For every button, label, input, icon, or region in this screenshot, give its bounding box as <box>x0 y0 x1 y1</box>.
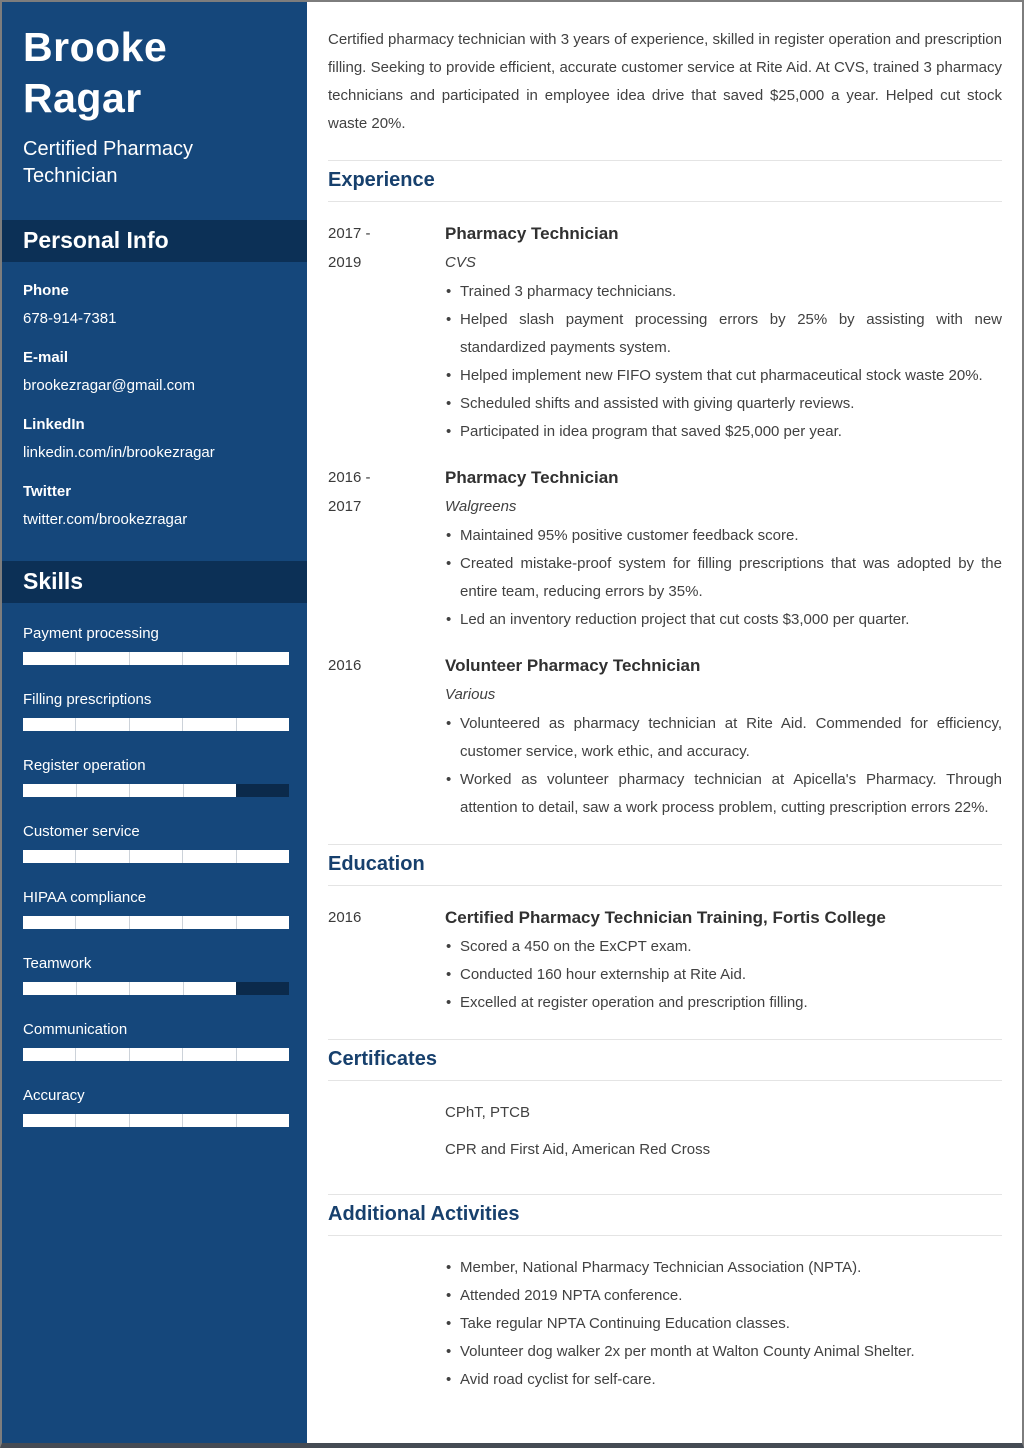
personal-info-heading: Personal Info <box>2 220 307 262</box>
skill-bar <box>23 1114 289 1127</box>
job-bullet: • Trained 3 pharmacy technicians. <box>445 278 1002 306</box>
contact-item-twitter <box>23 481 286 531</box>
skill-label: Customer service <box>23 823 140 840</box>
job-body <box>445 651 1002 822</box>
skill-item <box>23 623 289 665</box>
job-bullet: • Maintained 95% positive customer feedback score. <box>445 522 1002 550</box>
certificate-item: CPhT, PTCB <box>445 1104 531 1121</box>
job-bullet: • Helped slash payment processing errors by 25% by assisting with new standardized payments system. <box>445 306 1002 362</box>
skill-item <box>23 755 289 797</box>
activity-bullet: • Volunteer dog walker 2x per month at Walton County Animal Shelter. <box>445 1338 1002 1366</box>
job-title: Pharmacy Technician <box>445 468 619 487</box>
certificate-item: CPR and First Aid, American Red Cross <box>445 1141 711 1158</box>
summary-text: Certified pharmacy technician with 3 years of experience, skilled in register operation and prescription filling. Seeking to provide efficient, accurate customer service at Rite Aid. At CVS, trained 3 pharmacy technicians and participated in employee idea drive that saved $25,000 a year. Helped cut stock waste 20%. <box>328 31 1002 132</box>
job-body <box>445 463 1002 634</box>
activity-bullet: • Take regular NPTA Continuing Education classes. <box>445 1310 1002 1338</box>
email-value: brookezragar@gmail.com <box>23 377 195 394</box>
activity-bullet: • Avid road cyclist for self-care. <box>445 1366 1002 1394</box>
section-heading-certificates: Certificates <box>328 1048 437 1070</box>
job-entry <box>328 463 1002 634</box>
contact-item-email <box>23 347 286 397</box>
activities-dates <box>328 1253 445 1394</box>
job-dates <box>328 463 445 634</box>
skill-item <box>23 1085 289 1127</box>
education-bullet: • Excelled at register operation and prescription filling. <box>445 989 1002 1017</box>
skill-item <box>23 689 289 731</box>
skill-bar <box>23 916 289 929</box>
linkedin-value: linkedin.com/in/brookezragar <box>23 444 215 461</box>
activities-bullet-list <box>445 1254 1002 1394</box>
section-certificates <box>328 1039 1002 1172</box>
contact-label: Phone <box>23 282 69 299</box>
skill-label: Register operation <box>23 757 146 774</box>
skill-item <box>23 887 289 929</box>
job-bullet: • Led an inventory reduction project that cut costs $3,000 per quarter. <box>445 606 1002 634</box>
date-line: 2017 - <box>328 225 371 242</box>
job-dates <box>328 651 445 822</box>
contact-label: LinkedIn <box>23 416 85 433</box>
skill-label: Accuracy <box>23 1087 85 1104</box>
skill-item <box>23 821 289 863</box>
skill-label: Teamwork <box>23 955 92 972</box>
education-bullet-list <box>445 933 1002 1017</box>
skills-list <box>2 603 307 1127</box>
education-bullet: • Scored a 450 on the ExCPT exam. <box>445 933 1002 961</box>
education-body <box>445 903 1002 1017</box>
job-bullet-list <box>445 710 1002 822</box>
job-title: Pharmacy Technician <box>445 224 619 243</box>
date-line: 2019 <box>328 254 362 271</box>
divider <box>328 1080 1002 1081</box>
activities-entry <box>328 1253 1002 1394</box>
candidate-name: Brooke Ragar <box>23 24 168 121</box>
skill-label: Filling prescriptions <box>23 691 152 708</box>
candidate-title: Certified Pharmacy Technician <box>23 138 194 187</box>
skill-label: Communication <box>23 1021 128 1038</box>
job-bullet-list <box>445 522 1002 634</box>
skill-bar <box>23 982 289 995</box>
job-entry <box>328 219 1002 446</box>
job-company: Walgreens <box>445 498 517 515</box>
job-bullet: • Created mistake-proof system for filling prescriptions that was adopted by the entire team, reducing errors by 35%. <box>445 550 1002 606</box>
date-line: 2016 - <box>328 469 371 486</box>
certificates-dates <box>328 1098 445 1172</box>
divider <box>328 885 1002 886</box>
twitter-value: twitter.com/brookezragar <box>23 511 188 528</box>
section-heading-additional-activities: Additional Activities <box>328 1203 520 1225</box>
skill-bar <box>23 718 289 731</box>
date-line: 2016 <box>328 657 362 674</box>
job-entry <box>328 651 1002 822</box>
skill-label: HIPAA compliance <box>23 889 147 906</box>
date-line: 2017 <box>328 498 362 515</box>
education-entry <box>328 903 1002 1017</box>
job-bullet: • Volunteered as pharmacy technician at Rite Aid. Commended for efficiency, customer service, work ethic, and accuracy. <box>445 710 1002 766</box>
section-additional-activities <box>328 1194 1002 1394</box>
skills-heading: Skills <box>2 561 307 603</box>
job-bullet: • Participated in idea program that saved $25,000 per year. <box>445 418 1002 446</box>
section-education <box>328 844 1002 1017</box>
phone-value: 678-914-7381 <box>23 310 117 327</box>
skill-bar <box>23 850 289 863</box>
job-bullet-list <box>445 278 1002 446</box>
job-dates <box>328 219 445 446</box>
job-bullet: • Scheduled shifts and assisted with giving quarterly reviews. <box>445 390 1002 418</box>
section-experience <box>328 160 1002 822</box>
education-dates <box>328 903 445 1017</box>
job-company: Various <box>445 686 496 703</box>
job-bullet: • Worked as volunteer pharmacy technician at Apicella's Pharmacy. Through attention to detail, saw a work process problem, cutting prescription errors 22%. <box>445 766 1002 822</box>
skill-bar <box>23 652 289 665</box>
section-heading-experience: Experience <box>328 169 435 191</box>
skill-label: Payment processing <box>23 625 159 642</box>
divider <box>328 201 1002 202</box>
contact-label: Twitter <box>23 483 72 500</box>
activities-body <box>445 1253 1002 1394</box>
job-company: CVS <box>445 254 476 271</box>
contact-item-phone <box>23 280 286 330</box>
skill-item <box>23 953 289 995</box>
certificates-body <box>445 1098 1002 1172</box>
job-body <box>445 219 1002 446</box>
education-title: Certified Pharmacy Technician Training, Fortis College <box>445 908 886 927</box>
contact-label: E-mail <box>23 349 69 366</box>
education-bullet: • Conducted 160 hour externship at Rite Aid. <box>445 961 1002 989</box>
skill-item <box>23 1019 289 1061</box>
main-content <box>307 2 1022 1443</box>
skill-bar <box>23 784 289 797</box>
section-heading-education: Education <box>328 853 425 875</box>
certificates-entry <box>328 1098 1002 1172</box>
activity-bullet: • Attended 2019 NPTA conference. <box>445 1282 1002 1310</box>
sidebar <box>2 2 307 1443</box>
divider <box>328 1235 1002 1236</box>
job-title: Volunteer Pharmacy Technician <box>445 656 701 675</box>
date-line: 2016 <box>328 909 362 926</box>
contact-item-linkedin <box>23 414 286 464</box>
job-bullet: • Helped implement new FIFO system that cut pharmaceutical stock waste 20%. <box>445 362 1002 390</box>
skill-bar <box>23 1048 289 1061</box>
activity-bullet: • Member, National Pharmacy Technician Association (NPTA). <box>445 1254 1002 1282</box>
contact-list <box>2 262 307 531</box>
